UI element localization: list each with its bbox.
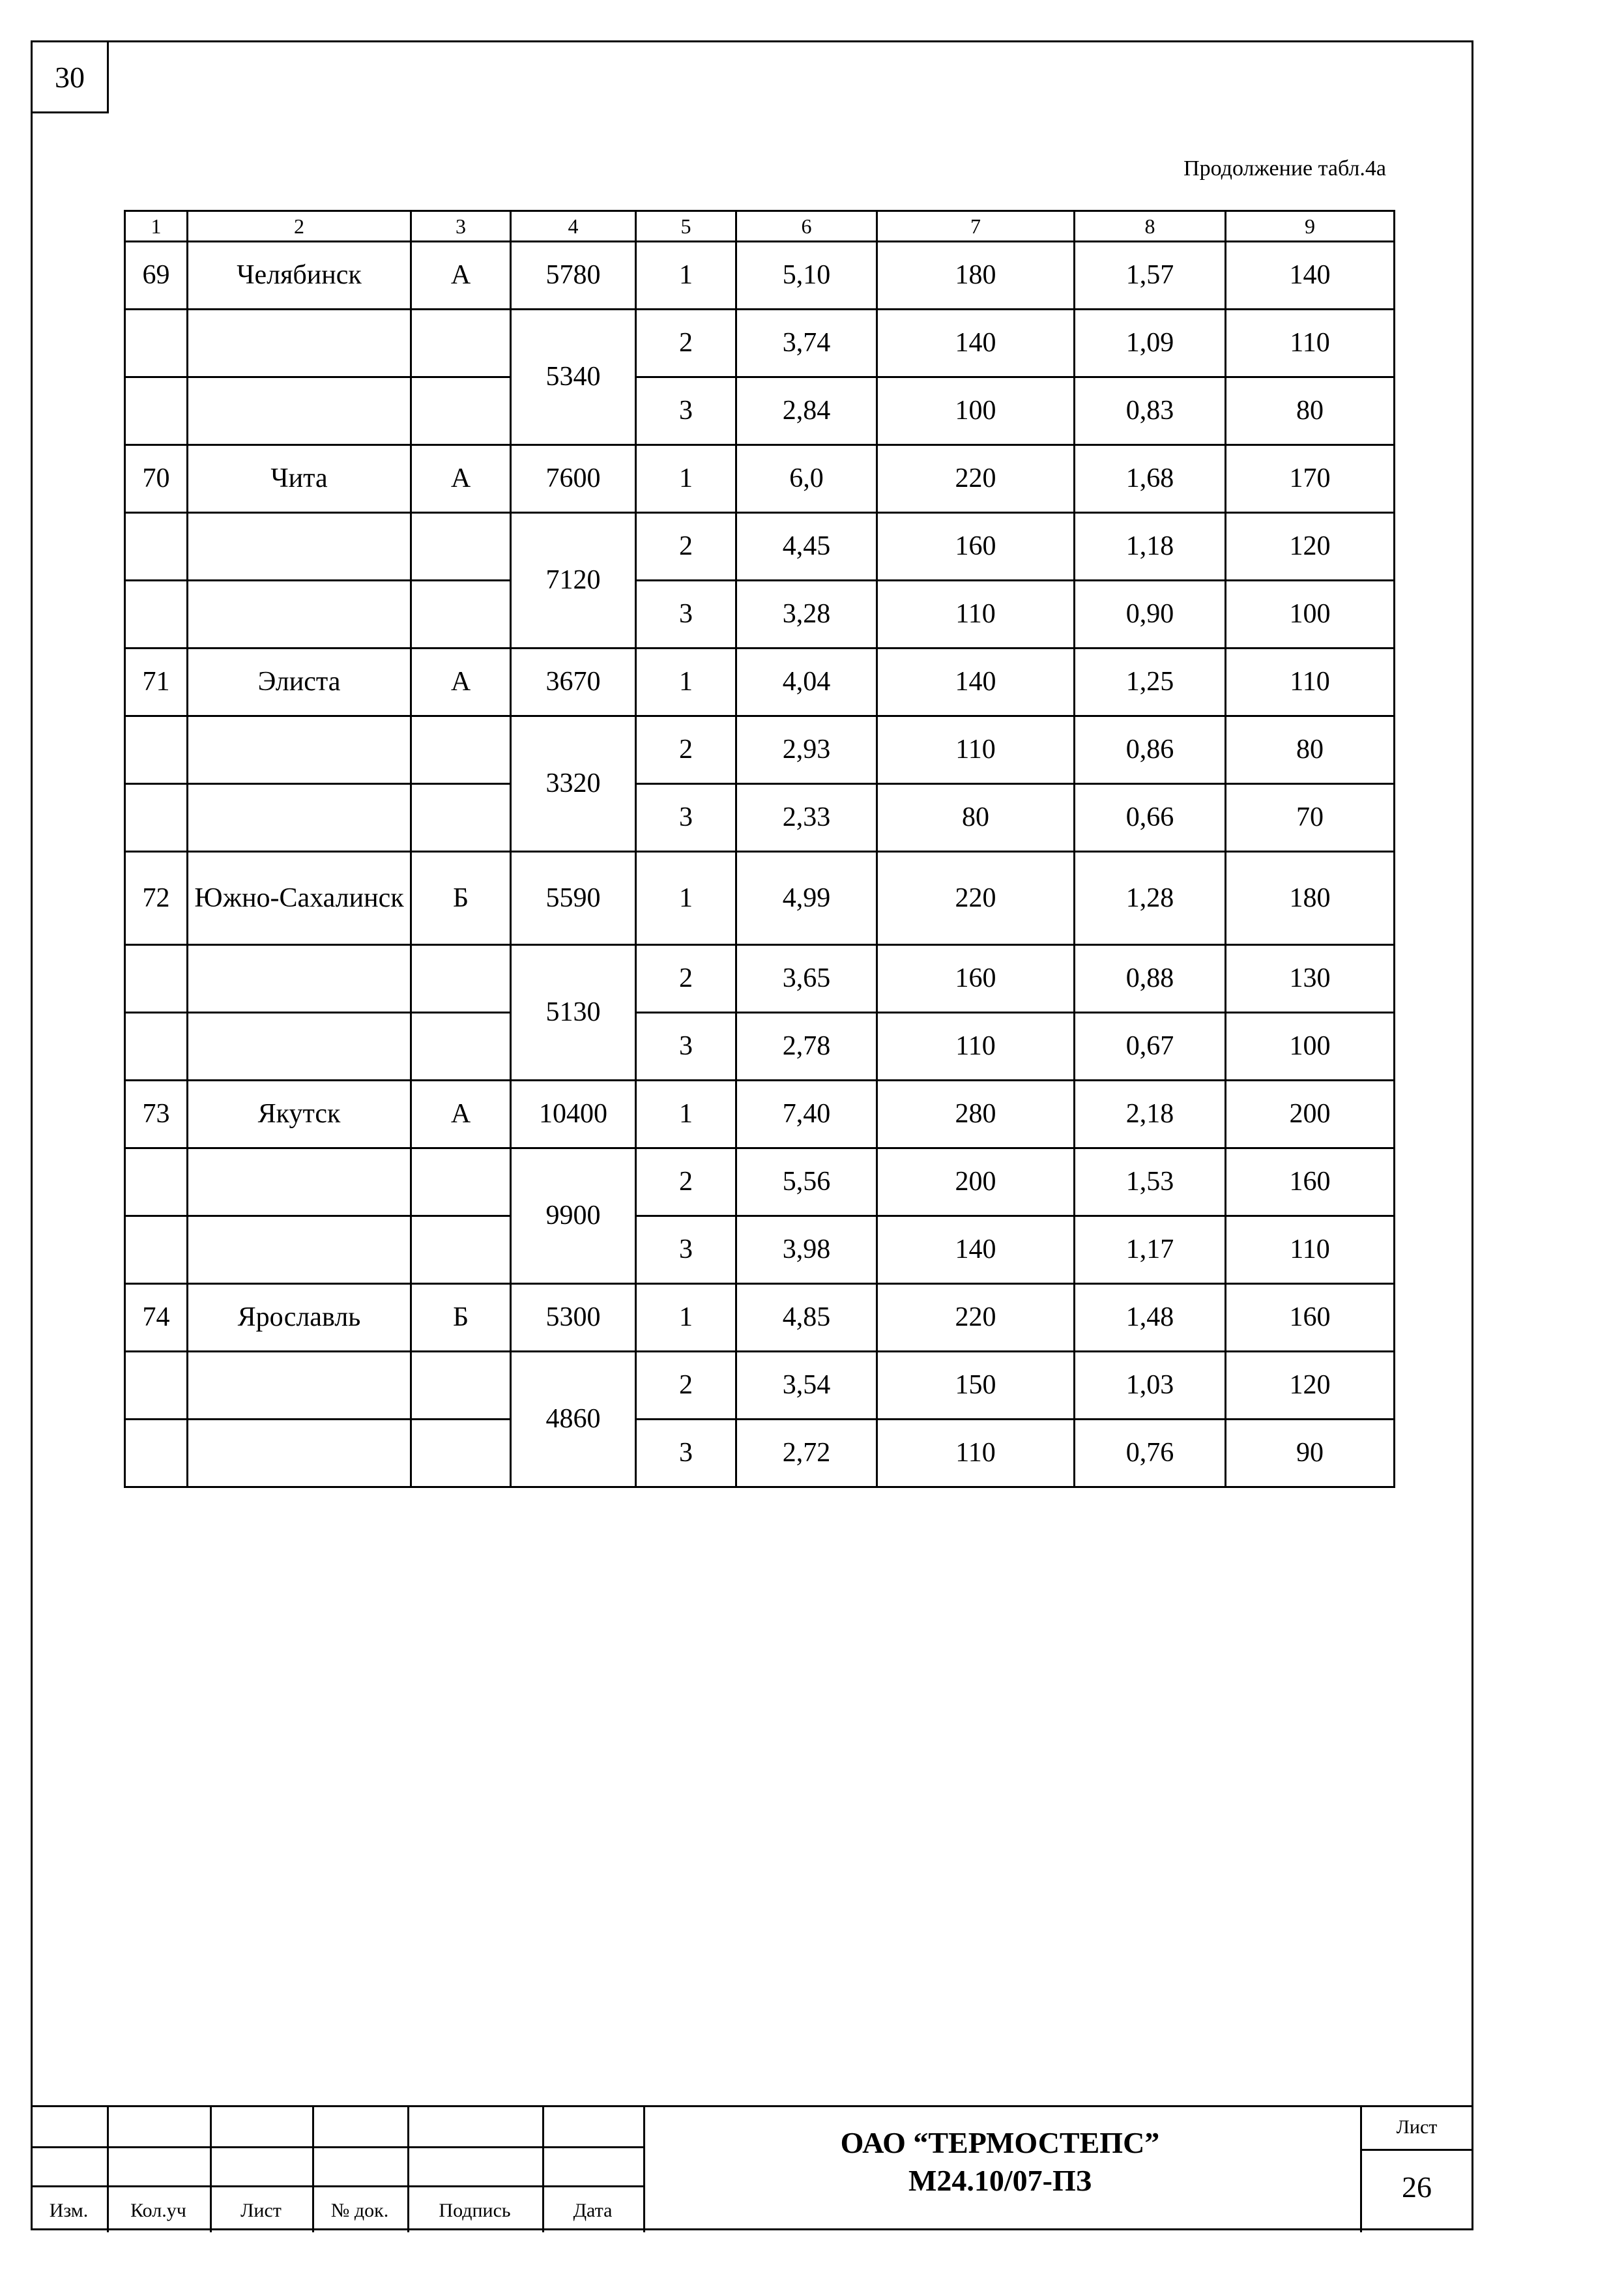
table-cell: [411, 377, 511, 445]
table-cell: 70: [125, 445, 188, 513]
table-cell: 7600: [511, 445, 636, 513]
table-cell: [188, 1148, 411, 1216]
table-cell: 200: [877, 1148, 1075, 1216]
table-row: [125, 945, 1395, 1013]
table-cell: 140: [877, 1216, 1075, 1284]
table-cell: Б: [411, 1284, 511, 1352]
table-cell: 1: [636, 242, 736, 310]
table-cell: 1,28: [1075, 852, 1226, 945]
table-cell: 1,03: [1075, 1352, 1226, 1420]
table-cell: 1,17: [1075, 1216, 1226, 1284]
table-cell: 180: [877, 242, 1075, 310]
table-cell: 2: [636, 310, 736, 377]
column-header: 3: [411, 211, 511, 242]
table-cell: [125, 1216, 188, 1284]
table-cell: 2,18: [1075, 1081, 1226, 1148]
table-cell: 4,99: [736, 852, 877, 945]
table-cell: 160: [877, 945, 1075, 1013]
table-cell: [125, 581, 188, 649]
table-cell: 100: [1226, 581, 1395, 649]
table-row: [125, 852, 1395, 945]
table-cell: 1,18: [1075, 513, 1226, 581]
table-row: [125, 1284, 1395, 1352]
table-cell: 3,28: [736, 581, 877, 649]
table-cell: 200: [1226, 1081, 1395, 1148]
table-cell: [411, 1352, 511, 1420]
table-cell: 110: [1226, 310, 1395, 377]
table-cell: 1: [636, 1284, 736, 1352]
sheet-label: Лист: [1396, 2116, 1438, 2138]
table-cell: [188, 1352, 411, 1420]
table-cell: 1: [636, 852, 736, 945]
table-cell: [125, 377, 188, 445]
table-cell: Б: [411, 852, 511, 945]
table-cell: 2,78: [736, 1013, 877, 1081]
table-cell: Ярославль: [188, 1284, 411, 1352]
table-cell: 4,45: [736, 513, 877, 581]
table-cell: 160: [1226, 1148, 1395, 1216]
table-cell: А: [411, 242, 511, 310]
table-cell: [125, 716, 188, 784]
table-cell: 6,0: [736, 445, 877, 513]
table-cell: 2,33: [736, 784, 877, 852]
table-cell: 1,53: [1075, 1148, 1226, 1216]
table-cell: 170: [1226, 445, 1395, 513]
table-cell: 5300: [511, 1284, 636, 1352]
column-header: 2: [188, 211, 411, 242]
table-cell: 2: [636, 1352, 736, 1420]
table-cell: 3: [636, 581, 736, 649]
table-caption: Продолжение табл.4а: [1183, 156, 1386, 181]
table-cell: А: [411, 445, 511, 513]
column-header: 1: [125, 211, 188, 242]
table-cell: 80: [877, 784, 1075, 852]
table-cell: [188, 310, 411, 377]
table-cell: 120: [1226, 1352, 1395, 1420]
table-cell: Чита: [188, 445, 411, 513]
table-cell: 140: [877, 310, 1075, 377]
table-cell: 110: [877, 1420, 1075, 1487]
table-cell: [411, 784, 511, 852]
table-row: [125, 649, 1395, 716]
table-cell: 180: [1226, 852, 1395, 945]
table-cell: 7,40: [736, 1081, 877, 1148]
table-cell: 1: [636, 1081, 736, 1148]
table-cell: 110: [1226, 649, 1395, 716]
table-cell: [188, 1013, 411, 1081]
column-header: 8: [1075, 211, 1226, 242]
table-cell: 3,54: [736, 1352, 877, 1420]
table-cell: [125, 784, 188, 852]
table-cell: 2: [636, 1148, 736, 1216]
table-cell: 120: [1226, 513, 1395, 581]
table-cell: 10400: [511, 1081, 636, 1148]
table-cell: [411, 581, 511, 649]
table-cell: 140: [877, 649, 1075, 716]
table-cell: [188, 1420, 411, 1487]
table-row: [125, 1013, 1395, 1081]
organization-name: ОАО “ТЕРМОСТЕПС”: [840, 2126, 1160, 2159]
table-cell: 2: [636, 945, 736, 1013]
table-cell: [188, 716, 411, 784]
table-row: [125, 1352, 1395, 1420]
table-cell: 3670: [511, 649, 636, 716]
table-cell: [411, 1216, 511, 1284]
table-row: [125, 242, 1395, 310]
title-block: [31, 2105, 1473, 2232]
table-row: [125, 513, 1395, 581]
table-cell: 3: [636, 1216, 736, 1284]
table-cell: 3,74: [736, 310, 877, 377]
table-cell: 280: [877, 1081, 1075, 1148]
table-cell: 3: [636, 1013, 736, 1081]
table-cell: 110: [877, 581, 1075, 649]
table-cell: 72: [125, 852, 188, 945]
table-cell: 150: [877, 1352, 1075, 1420]
table-cell: [188, 377, 411, 445]
column-header: 4: [511, 211, 636, 242]
column-header: 6: [736, 211, 877, 242]
table-cell: [188, 945, 411, 1013]
table-cell: 5590: [511, 852, 636, 945]
table-cell: [411, 716, 511, 784]
table-cell: 220: [877, 1284, 1075, 1352]
table-cell: 3: [636, 784, 736, 852]
table-cell: 100: [1226, 1013, 1395, 1081]
table-cell: [125, 1420, 188, 1487]
table-cell: 5,10: [736, 242, 877, 310]
table-cell: 1,68: [1075, 445, 1226, 513]
table-cell: [188, 784, 411, 852]
table-cell: 7120: [511, 513, 636, 649]
table-cell: [411, 513, 511, 581]
table-cell: 2: [636, 716, 736, 784]
corner-page-number: 30: [31, 40, 109, 113]
table-cell: 160: [877, 513, 1075, 581]
table-cell: [411, 1420, 511, 1487]
table-cell: 1,09: [1075, 310, 1226, 377]
stamp-label-kol-uch: Кол.уч: [130, 2200, 186, 2221]
table-cell: 110: [877, 716, 1075, 784]
table-cell: Якутск: [188, 1081, 411, 1148]
table-cell: 110: [877, 1013, 1075, 1081]
table-body: [125, 211, 1395, 1487]
table-cell: 0,76: [1075, 1420, 1226, 1487]
table-row: [125, 1148, 1395, 1216]
table-cell: 2,93: [736, 716, 877, 784]
table-cell: [411, 1013, 511, 1081]
table-cell: [188, 1216, 411, 1284]
table-cell: [411, 1148, 511, 1216]
table-cell: 5130: [511, 945, 636, 1081]
table-cell: Челябинск: [188, 242, 411, 310]
table-cell: 0,86: [1075, 716, 1226, 784]
table-cell: 5780: [511, 242, 636, 310]
table-cell: 9900: [511, 1148, 636, 1284]
table-cell: 70: [1226, 784, 1395, 852]
table-row: [125, 445, 1395, 513]
table-cell: 160: [1226, 1284, 1395, 1352]
table-cell: [411, 310, 511, 377]
table-cell: 69: [125, 242, 188, 310]
stamp-label-date: Дата: [573, 2200, 613, 2221]
table-cell: 74: [125, 1284, 188, 1352]
table-cell: А: [411, 649, 511, 716]
header-row: [125, 211, 1395, 242]
table-cell: 1: [636, 649, 736, 716]
table-cell: [188, 513, 411, 581]
table-cell: 1,25: [1075, 649, 1226, 716]
table-cell: 90: [1226, 1420, 1395, 1487]
document-title: [643, 2124, 1357, 2199]
table-row: [125, 1081, 1395, 1148]
table-cell: 1: [636, 445, 736, 513]
table-cell: 73: [125, 1081, 188, 1148]
table-cell: 140: [1226, 242, 1395, 310]
stamp-label-doc-no: № док.: [330, 2200, 389, 2221]
table-cell: 3: [636, 377, 736, 445]
table-cell: 220: [877, 852, 1075, 945]
table-cell: 3,65: [736, 945, 877, 1013]
table-cell: 130: [1226, 945, 1395, 1013]
table-cell: 1,57: [1075, 242, 1226, 310]
table-cell: Южно-Сахалинск: [188, 852, 411, 945]
table-cell: 80: [1226, 377, 1395, 445]
table-cell: 5340: [511, 310, 636, 445]
stamp-label-izm: Изм.: [49, 2200, 89, 2221]
table-cell: 80: [1226, 716, 1395, 784]
table-cell: [125, 945, 188, 1013]
table-cell: 5,56: [736, 1148, 877, 1216]
table-cell: Элиста: [188, 649, 411, 716]
table-cell: 3,98: [736, 1216, 877, 1284]
table-cell: 100: [877, 377, 1075, 445]
data-table: [124, 210, 1395, 1488]
table-cell: 3320: [511, 716, 636, 852]
table-cell: [411, 945, 511, 1013]
table-cell: 2: [636, 513, 736, 581]
table-row: [125, 1420, 1395, 1487]
table-cell: А: [411, 1081, 511, 1148]
table-cell: 3: [636, 1420, 736, 1487]
column-header: 5: [636, 211, 736, 242]
table-cell: 0,90: [1075, 581, 1226, 649]
table-cell: 0,88: [1075, 945, 1226, 1013]
table-cell: [125, 1352, 188, 1420]
table-cell: 1,48: [1075, 1284, 1226, 1352]
table-cell: 220: [877, 445, 1075, 513]
table-cell: 0,67: [1075, 1013, 1226, 1081]
table-cell: 110: [1226, 1216, 1395, 1284]
sheet-number: 26: [1402, 2170, 1432, 2204]
table-row: [125, 581, 1395, 649]
table-cell: [125, 513, 188, 581]
document-code: М24.10/07-ПЗ: [908, 2163, 1092, 2197]
stamp-label-signature: Подпись: [439, 2200, 511, 2221]
table-cell: [125, 1148, 188, 1216]
table-cell: 2,84: [736, 377, 877, 445]
stamp-label-list: Лист: [240, 2200, 282, 2221]
table-cell: [125, 310, 188, 377]
table-row: [125, 1216, 1395, 1284]
column-header: 9: [1226, 211, 1395, 242]
table-row: [125, 784, 1395, 852]
table-cell: [188, 581, 411, 649]
table-cell: 0,66: [1075, 784, 1226, 852]
table-cell: 2,72: [736, 1420, 877, 1487]
table-cell: 4,85: [736, 1284, 877, 1352]
column-header: 7: [877, 211, 1075, 242]
table-cell: 4860: [511, 1352, 636, 1487]
table-row: [125, 716, 1395, 784]
table-cell: 4,04: [736, 649, 877, 716]
table-row: [125, 310, 1395, 377]
table-cell: [125, 1013, 188, 1081]
table-cell: 0,83: [1075, 377, 1226, 445]
table-row: [125, 377, 1395, 445]
table-cell: 71: [125, 649, 188, 716]
